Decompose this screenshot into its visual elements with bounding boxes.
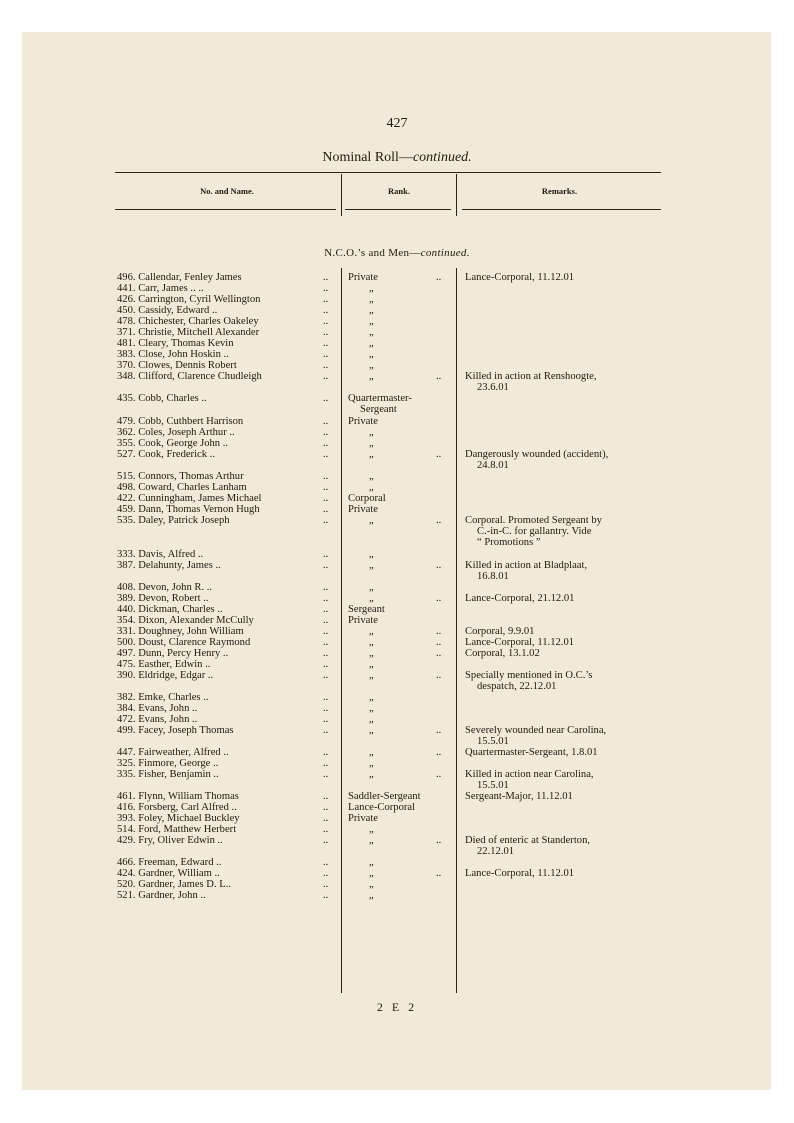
- leader-dots: ..: [436, 560, 442, 571]
- column-header-remarks: Remarks.: [541, 186, 578, 196]
- rank-cell: Private: [348, 504, 379, 515]
- rank-cell: „: [369, 747, 374, 758]
- leader-dots: ..: [323, 637, 329, 648]
- remarks-text: Lance-Corporal, 11.12.01: [465, 868, 575, 879]
- column-divider-1: [341, 174, 342, 216]
- soldier-name: 370. Clowes, Dennis Robert: [117, 360, 237, 371]
- rank-cell: „: [369, 857, 374, 868]
- leader-dots: ..: [323, 438, 329, 449]
- leader-dots: ..: [323, 615, 329, 626]
- title-italic: continued.: [412, 150, 472, 165]
- rank-cell: „: [369, 758, 374, 769]
- column-header-name: No. and Name.: [200, 186, 254, 196]
- remarks-text: Quartermaster-Sergeant, 1.8.01: [465, 747, 598, 758]
- remarks-text: Severely wounded near Carolina,: [465, 725, 607, 736]
- leader-dots: ..: [323, 416, 329, 427]
- rank-cell: [348, 393, 412, 415]
- rank-cell: „: [369, 868, 374, 879]
- leader-dots: ..: [323, 482, 329, 493]
- leader-dots: ..: [323, 283, 329, 294]
- rank-cell: „: [369, 327, 374, 338]
- title-main: Nominal Roll—: [322, 150, 413, 165]
- leader-dots: ..: [323, 747, 329, 758]
- header-bottom-rule-3: [462, 209, 661, 210]
- remarks-text-continued: 22.12.01: [477, 846, 515, 857]
- leader-dots: ..: [323, 725, 329, 736]
- soldier-name: 335. Fisher, Benjamin ..: [117, 769, 219, 780]
- soldier-name: 472. Evans, John ..: [117, 714, 198, 725]
- rank-cell: „: [369, 449, 374, 460]
- leader-dots: ..: [436, 835, 442, 846]
- rank-cell: „: [369, 879, 374, 890]
- rank-cell: „: [369, 294, 374, 305]
- section-main: N.C.O.’s and Men—: [324, 247, 421, 259]
- leader-dots: ..: [323, 813, 329, 824]
- remarks-cell: [465, 648, 669, 659]
- rank-cell-continued: Sergeant: [360, 404, 397, 415]
- rank-cell: „: [369, 593, 374, 604]
- leader-dots: ..: [323, 703, 329, 714]
- remarks-text: Dangerously wounded (accident),: [465, 449, 609, 460]
- soldier-name: 441. Carr, James .. ..: [117, 283, 204, 294]
- remarks-text-continued: 16.8.01: [477, 571, 509, 582]
- leader-dots: ..: [323, 272, 329, 283]
- rank-cell: „: [369, 371, 374, 382]
- leader-dots: ..: [436, 272, 442, 283]
- soldier-name: 514. Ford, Matthew Herbert: [117, 824, 237, 835]
- leader-dots: ..: [323, 824, 329, 835]
- section-heading: [0, 247, 794, 259]
- soldier-name: 333. Davis, Alfred ..: [117, 549, 204, 560]
- rank-cell: „: [369, 703, 374, 714]
- rank-cell: „: [369, 283, 374, 294]
- leader-dots: ..: [436, 769, 442, 780]
- remarks-text-continued: 24.8.01: [477, 460, 509, 471]
- remarks-cell: [465, 371, 669, 393]
- rank-cell: „: [369, 769, 374, 780]
- leader-dots: ..: [323, 835, 329, 846]
- leader-dots: ..: [436, 670, 442, 681]
- soldier-name: 389. Devon, Robert ..: [117, 593, 209, 604]
- remarks-cell: [465, 637, 669, 648]
- soldier-name: 371. Christie, Mitchell Alexander: [117, 327, 260, 338]
- rank-cell: „: [369, 338, 374, 349]
- rank-cell: „: [369, 835, 374, 846]
- page-title: [0, 150, 794, 166]
- soldier-name: 521. Gardner, John ..: [117, 890, 206, 901]
- rank-cell: „: [369, 714, 374, 725]
- remarks-text: Died of enteric at Standerton,: [465, 835, 591, 846]
- rank-cell: „: [369, 471, 374, 482]
- leader-dots: ..: [323, 371, 329, 382]
- rank-cell: „: [369, 626, 374, 637]
- soldier-name: 390. Eldridge, Edgar ..: [117, 670, 214, 681]
- soldier-name: 450. Cassidy, Edward ..: [117, 305, 218, 316]
- soldier-name: 362. Coles, Joseph Arthur ..: [117, 427, 235, 438]
- rank-cell: „: [369, 305, 374, 316]
- leader-dots: ..: [436, 371, 442, 382]
- remarks-text: Lance-Corporal, 11.12.01: [465, 637, 575, 648]
- soldier-name: 499. Facey, Joseph Thomas: [117, 725, 234, 736]
- soldier-name: 355. Cook, George John ..: [117, 438, 229, 449]
- rank-cell: „: [369, 692, 374, 703]
- rank-cell: Corporal: [348, 493, 386, 504]
- leader-dots: ..: [323, 868, 329, 879]
- leader-dots: ..: [323, 560, 329, 571]
- leader-dots: ..: [323, 604, 329, 615]
- leader-dots: ..: [323, 626, 329, 637]
- body-divider-1: [341, 268, 342, 993]
- header-bottom-rule-2: [345, 209, 451, 210]
- soldier-name: 424. Gardner, William ..: [117, 868, 220, 879]
- remarks-cell: [465, 560, 669, 582]
- soldier-name: 466. Freeman, Edward ..: [117, 857, 222, 868]
- remarks-text-continued: C.-in-C. for gallantry. Vide: [477, 526, 592, 537]
- leader-dots: ..: [323, 360, 329, 371]
- leader-dots: ..: [436, 725, 442, 736]
- leader-dots: ..: [436, 626, 442, 637]
- soldier-name: 440. Dickman, Charles ..: [117, 604, 223, 615]
- remarks-text: Killed in action at Bladplaat,: [465, 560, 588, 571]
- leader-dots: ..: [323, 670, 329, 681]
- page-number: 427: [386, 116, 408, 131]
- remarks-text: Corporal, 9.9.01: [465, 626, 535, 637]
- soldier-name: 478. Chichester, Charles Oakeley: [117, 316, 259, 327]
- rank-cell: „: [369, 648, 374, 659]
- rank-cell: „: [369, 725, 374, 736]
- soldier-name: 475. Easther, Edwin ..: [117, 659, 211, 670]
- remarks-cell: [465, 725, 669, 747]
- soldier-name: 354. Dixon, Alexander McCully: [117, 615, 254, 626]
- soldier-name: 408. Devon, John R. ..: [117, 582, 213, 593]
- leader-dots: ..: [436, 515, 442, 526]
- rank-cell: „: [369, 349, 374, 360]
- leader-dots: ..: [436, 747, 442, 758]
- rank-cell: „: [369, 482, 374, 493]
- soldier-name: 422. Cunningham, James Michael: [117, 493, 262, 504]
- rank-cell: Sergeant: [348, 604, 385, 615]
- leader-dots: ..: [323, 471, 329, 482]
- leader-dots: ..: [323, 791, 329, 802]
- remarks-cell: [465, 593, 669, 604]
- soldier-name: 515. Connors, Thomas Arthur: [117, 471, 244, 482]
- remarks-cell: [465, 626, 669, 637]
- remarks-cell: [465, 791, 669, 802]
- rank-cell: „: [369, 890, 374, 901]
- rank-cell: „: [369, 637, 374, 648]
- rank-cell: Lance-Corporal: [348, 802, 416, 813]
- remarks-text: Killed in action at Renshoogte,: [465, 371, 597, 382]
- soldier-name: 461. Flynn, William Thomas: [117, 791, 239, 802]
- soldier-name: 325. Finmore, George ..: [117, 758, 219, 769]
- leader-dots: ..: [323, 493, 329, 504]
- column-divider-2: [456, 174, 457, 216]
- leader-dots: ..: [323, 504, 329, 515]
- signature-mark: 2 E 2: [376, 1000, 418, 1014]
- leader-dots: ..: [323, 349, 329, 360]
- soldier-name: 535. Daley, Patrick Joseph: [117, 515, 230, 526]
- leader-dots: ..: [323, 549, 329, 560]
- leader-dots: ..: [323, 316, 329, 327]
- remarks-text-continued: 15.5.01: [477, 780, 509, 791]
- soldier-name: 331. Doughney, John William: [117, 626, 244, 637]
- rank-cell: „: [369, 515, 374, 526]
- remarks-text: Killed in action near Carolina,: [465, 769, 594, 780]
- rank-cell: „: [369, 560, 374, 571]
- soldier-name: 416. Forsberg, Carl Alfred ..: [117, 802, 237, 813]
- rank-cell: „: [369, 316, 374, 327]
- rank-cell: Saddler-Sergeant: [348, 791, 421, 802]
- leader-dots: ..: [323, 593, 329, 604]
- soldier-name: 393. Foley, Michael Buckley: [117, 813, 240, 824]
- remarks-text: Corporal. Promoted Sergeant by: [465, 515, 602, 526]
- remarks-cell: [465, 769, 669, 791]
- leader-dots: ..: [323, 582, 329, 593]
- soldier-name: 435. Cobb, Charles ..: [117, 393, 207, 404]
- rank-cell-text: Quartermaster-: [348, 393, 412, 404]
- rank-cell: Private: [348, 615, 379, 626]
- soldier-name: 383. Close, John Hoskin ..: [117, 349, 229, 360]
- leader-dots: ..: [436, 648, 442, 659]
- remarks-text-continued: 15.5.01: [477, 736, 509, 747]
- soldier-name: 527. Cook, Frederick ..: [117, 449, 215, 460]
- leader-dots: ..: [323, 769, 329, 780]
- remarks-cell: [465, 835, 669, 857]
- leader-dots: ..: [436, 868, 442, 879]
- soldier-name: 520. Gardner, James D. L..: [117, 879, 232, 890]
- soldier-name: 426. Carrington, Cyril Wellington: [117, 294, 261, 305]
- leader-dots: ..: [436, 593, 442, 604]
- rank-cell: „: [369, 360, 374, 371]
- soldier-name: 497. Dunn, Percy Henry ..: [117, 648, 229, 659]
- remarks-cell: [465, 449, 669, 471]
- soldier-name: 479. Cobb, Cuthbert Harrison: [117, 416, 244, 427]
- header-bottom-rule-1: [115, 209, 336, 210]
- leader-dots: ..: [323, 857, 329, 868]
- remarks-text-continued: “ Promotions ”: [477, 537, 541, 548]
- leader-dots: ..: [323, 879, 329, 890]
- leader-dots: ..: [436, 449, 442, 460]
- leader-dots: ..: [323, 427, 329, 438]
- remarks-text: Lance-Corporal, 11.12.01: [465, 272, 575, 283]
- soldier-name: 498. Coward, Charles Lanham: [117, 482, 247, 493]
- leader-dots: ..: [323, 327, 329, 338]
- leader-dots: ..: [323, 692, 329, 703]
- body-divider-2: [456, 268, 457, 993]
- section-italic: continued.: [420, 247, 470, 259]
- leader-dots: ..: [323, 802, 329, 813]
- remarks-text: Corporal, 13.1.02: [465, 648, 540, 659]
- rank-cell: „: [369, 438, 374, 449]
- leader-dots: ..: [323, 648, 329, 659]
- soldier-name: 459. Dann, Thomas Vernon Hugh: [117, 504, 260, 515]
- rank-cell: Private: [348, 416, 379, 427]
- leader-dots: ..: [323, 515, 329, 526]
- rank-cell: „: [369, 659, 374, 670]
- rank-cell: Private: [348, 272, 379, 283]
- soldier-name: 429. Fry, Oliver Edwin ..: [117, 835, 223, 846]
- remarks-cell: [465, 670, 669, 692]
- soldier-name: 348. Clifford, Clarence Chudleigh: [117, 371, 262, 382]
- soldier-name: 500. Doust, Clarence Raymond: [117, 637, 251, 648]
- remarks-text: Lance-Corporal, 21.12.01: [465, 593, 575, 604]
- remarks-cell: [465, 868, 669, 879]
- leader-dots: ..: [436, 637, 442, 648]
- soldier-name: 496. Callendar, Fenley James: [117, 272, 242, 283]
- remarks-text: Specially mentioned in O.C.’s: [465, 670, 593, 681]
- leader-dots: ..: [323, 449, 329, 460]
- remarks-text: Sergeant-Major, 11.12.01: [465, 791, 573, 802]
- remarks-cell: [465, 272, 669, 283]
- soldier-name: 447. Fairweather, Alfred ..: [117, 747, 229, 758]
- leader-dots: ..: [323, 890, 329, 901]
- remarks-text-continued: despatch, 22.12.01: [477, 681, 557, 692]
- remarks-text-continued: 23.6.01: [477, 382, 509, 393]
- leader-dots: ..: [323, 714, 329, 725]
- rank-cell: „: [369, 582, 374, 593]
- soldier-name: 387. Delahunty, James ..: [117, 560, 221, 571]
- leader-dots: ..: [323, 393, 329, 404]
- soldier-name: 384. Evans, John ..: [117, 703, 198, 714]
- rank-cell: „: [369, 427, 374, 438]
- leader-dots: ..: [323, 758, 329, 769]
- soldier-name: 382. Emke, Charles ..: [117, 692, 209, 703]
- rank-cell: „: [369, 824, 374, 835]
- rank-cell: Private: [348, 813, 379, 824]
- leader-dots: ..: [323, 338, 329, 349]
- leader-dots: ..: [323, 659, 329, 670]
- leader-dots: ..: [323, 294, 329, 305]
- remarks-cell: [465, 515, 669, 548]
- soldier-name: 481. Cleary, Thomas Kevin: [117, 338, 234, 349]
- rank-cell: „: [369, 670, 374, 681]
- leader-dots: ..: [323, 305, 329, 316]
- rank-cell: „: [369, 549, 374, 560]
- remarks-cell: [465, 747, 669, 758]
- header-top-rule: [115, 172, 661, 173]
- column-header-rank: Rank.: [388, 186, 410, 196]
